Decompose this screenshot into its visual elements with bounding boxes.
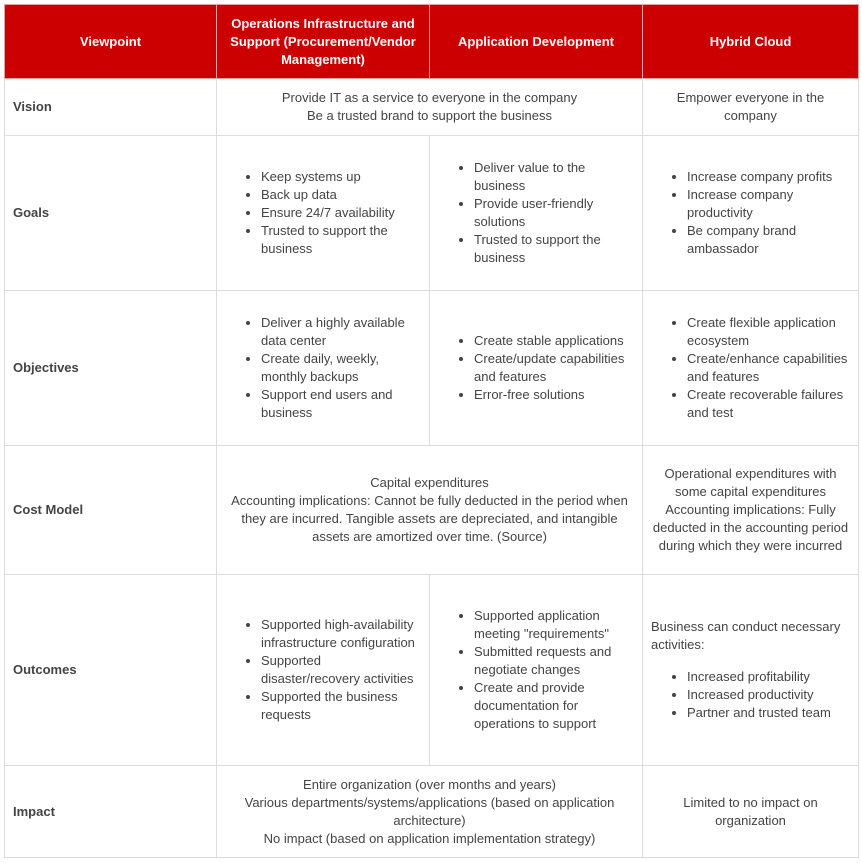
list-item: • Partner and trusted team [687,704,850,722]
row-goals [5,136,859,291]
vision-traditional-cell [217,79,643,136]
row-vision [5,79,859,136]
list-item: • Error-free solutions [474,386,634,404]
outcomes-hybrid-cell [643,575,859,766]
list-item: • Trusted to support the business [261,222,421,258]
row-label-objectives: Objectives [5,291,217,446]
list-item: • Supported high-availability infrastructure configuration [261,616,421,652]
header-row [5,5,859,79]
list-item: • Be company brand ambassador [687,222,850,258]
cost-hybrid-line: Accounting implications: Fully deducted in the accounting period during which they were incurred [652,502,849,553]
list-item: • Increased productivity [687,686,850,704]
impact-traditional-line: Entire organization (over months and years) [303,776,556,792]
list-item: • Supported application meeting "requirements" [474,607,634,643]
cost-hybrid-line: Operational expenditures with some capital expenditures [664,466,837,499]
cost-traditional-line: Accounting implications: Cannot be fully deducted in the period when they are incurred. Tangible assets are depreciated, and intangible assets are amortized over time. (Source) [231,493,628,544]
cost-hybrid-cell [643,446,859,575]
list-item: • Create daily, weekly, monthly backups [261,350,421,386]
impact-traditional-line: No impact (based on application implementation strategy) [263,830,596,846]
row-label-goals: Goals [5,136,217,291]
outcomes-ops-list [225,616,421,724]
list-item: • Increase company profits [687,168,850,186]
list-item: • Increased profitability [687,668,850,686]
goals-ops-cell [217,136,430,291]
list-item: • Provide user-friendly solutions [474,195,634,231]
list-item: • Create recoverable failures and test [687,386,850,422]
row-cost-model [5,446,859,575]
header-viewpoint: Viewpoint [5,5,217,79]
objectives-appdev-cell [430,291,643,446]
list-item: • Increase company productivity [687,186,850,222]
list-item: • Create/update capabilities and features [474,350,634,386]
vision-traditional-line: Provide IT as a service to everyone in the company [281,90,578,105]
objectives-appdev-list [438,332,634,404]
outcomes-hybrid-list [651,668,850,722]
outcomes-hybrid-intro: Business can conduct necessary activities: [651,619,841,652]
list-item: • Create stable applications [474,332,634,350]
cost-traditional-cell [217,446,643,575]
list-item: • Create and provide documentation for operations to support [474,679,634,733]
list-item: • Keep systems up [261,168,421,186]
row-label-outcomes: Outcomes [5,575,217,766]
list-item: • Trusted to support the business [474,231,634,267]
goals-hybrid-list [651,168,850,258]
header-operations: Operations Infrastructure and Support (Procurement/Vendor Management) [217,5,430,79]
list-item: • Deliver a highly available data center [261,314,421,350]
cost-traditional-line: Capital expenditures [370,475,489,490]
header-hybrid-cloud: Hybrid Cloud [643,5,859,79]
outcomes-appdev-list [438,607,634,733]
goals-appdev-list [438,159,634,267]
outcomes-appdev-cell [430,575,643,766]
row-impact [5,766,859,858]
list-item: • Create flexible application ecosystem [687,314,850,350]
impact-traditional-line: Various departments/systems/applications (based on application architecture) [244,794,615,828]
list-item: • Support end users and business [261,386,421,422]
list-item: • Create/enhance capabilities and features [687,350,850,386]
list-item: • Supported disaster/recovery activities [261,652,421,688]
goals-ops-list [225,168,421,258]
list-item: • Submitted requests and negotiate changes [474,643,634,679]
row-label-vision: Vision [5,79,217,136]
row-objectives [5,291,859,446]
impact-hybrid-cell: Limited to no impact on organization [643,766,859,858]
vision-hybrid-cell: Empower everyone in the company [643,79,859,136]
objectives-ops-list [225,314,421,422]
row-outcomes [5,575,859,766]
impact-traditional-cell [217,766,643,858]
list-item: • Back up data [261,186,421,204]
list-item: • Deliver value to the business [474,159,634,195]
objectives-ops-cell [217,291,430,446]
goals-hybrid-cell [643,136,859,291]
outcomes-ops-cell [217,575,430,766]
row-label-impact: Impact [5,766,217,858]
list-item: • Ensure 24/7 availability [261,204,421,222]
goals-appdev-cell [430,136,643,291]
objectives-hybrid-list [651,314,850,422]
list-item: • Supported the business requests [261,688,421,724]
vision-traditional-line: Be a trusted brand to support the business [307,108,552,123]
header-app-development: Application Development [430,5,643,79]
comparison-table [4,4,859,858]
objectives-hybrid-cell [643,291,859,446]
row-label-cost-model: Cost Model [5,446,217,575]
